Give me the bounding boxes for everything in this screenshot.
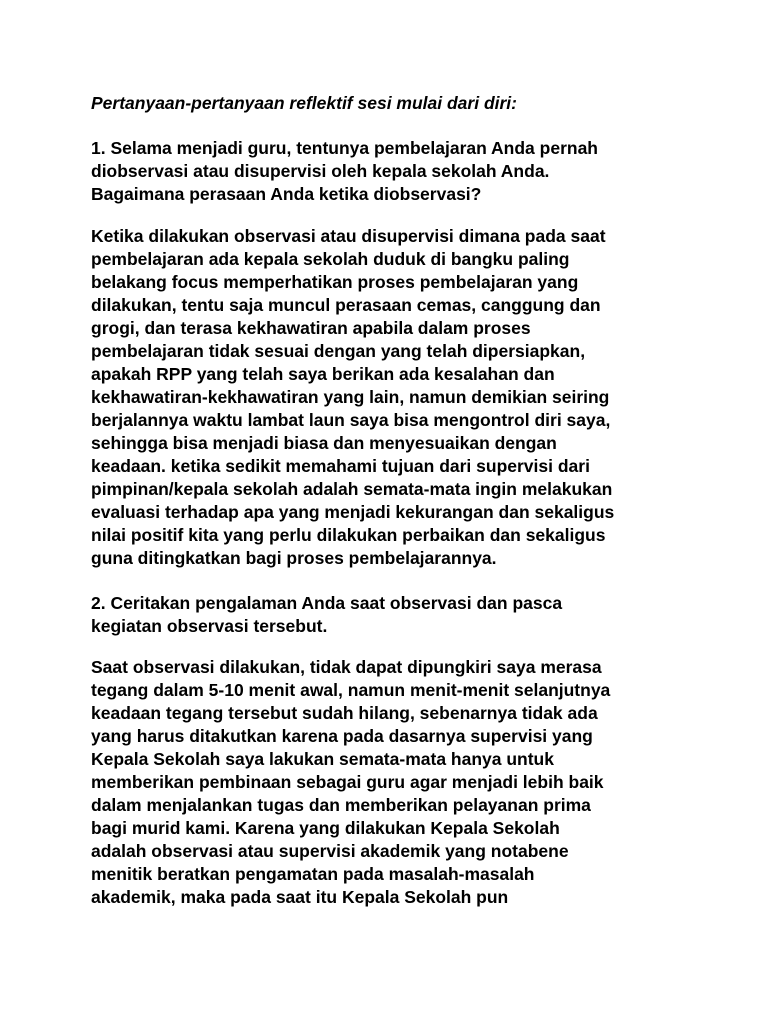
answer-2 — [91, 656, 691, 909]
answer-2-line: memberikan pembinaan sebagai guru agar menjadi lebih baik — [91, 772, 604, 792]
answer-2-line: dalam menjalankan tugas dan memberikan pelayanan prima — [91, 795, 591, 815]
answer-1-line: sehingga bisa menjadi biasa dan menyesuaikan dengan — [91, 433, 557, 453]
answer-2-line: yang harus ditakutkan karena pada dasarnya supervisi yang — [91, 726, 593, 746]
answer-2-line: Saat observasi dilakukan, tidak dapat dipungkiri saya merasa — [91, 657, 602, 677]
answer-1-line: berjalannya waktu lambat laun saya bisa mengontrol diri saya, — [91, 410, 611, 430]
answer-1-line: pembelajaran ada kepala sekolah duduk di bangku paling — [91, 249, 570, 269]
document-heading: Pertanyaan-pertanyaan reflektif sesi mulai dari diri: — [91, 93, 517, 113]
answer-2-line: akademik, maka pada saat itu Kepala Sekolah pun — [91, 887, 509, 907]
answer-1-line: pembelajaran tidak sesuai dengan yang telah dipersiapkan, — [91, 341, 586, 361]
question-1-line: Bagaimana perasaan Anda ketika diobservasi? — [91, 184, 482, 204]
answer-1 — [91, 225, 691, 570]
question-1-line: diobservasi atau disupervisi oleh kepala sekolah Anda. — [91, 161, 550, 181]
answer-1-line: guna ditingkatkan bagi proses pembelajarannya. — [91, 548, 497, 568]
answer-2-line: bagi murid kami. Karena yang dilakukan Kepala Sekolah — [91, 818, 560, 838]
heading-block — [91, 92, 691, 115]
question-2 — [91, 592, 691, 638]
question-2-line: 2. Ceritakan pengalaman Anda saat observasi dan pasca — [91, 593, 563, 613]
answer-2-line: Kepala Sekolah saya lakukan semata-mata hanya untuk — [91, 749, 554, 769]
question-2-line: kegiatan observasi tersebut. — [91, 616, 328, 636]
answer-2-line: keadaan tegang tersebut sudah hilang, sebenarnya tidak ada — [91, 703, 598, 723]
answer-1-line: keadaan. ketika sedikit memahami tujuan dari supervisi dari — [91, 456, 590, 476]
answer-1-line: pimpinan/kepala sekolah adalah semata-mata ingin melakukan — [91, 479, 613, 499]
answer-1-line: Ketika dilakukan observasi atau disupervisi dimana pada saat — [91, 226, 606, 246]
question-1-line: 1. Selama menjadi guru, tentunya pembelajaran Anda pernah — [91, 138, 598, 158]
answer-1-line: nilai positif kita yang perlu dilakukan perbaikan dan sekaligus — [91, 525, 606, 545]
answer-1-line: kekhawatiran-kekhawatiran yang lain, namun demikian seiring — [91, 387, 610, 407]
answer-1-line: grogi, dan terasa kekhawatiran apabila dalam proses — [91, 318, 531, 338]
answer-2-line: adalah observasi atau supervisi akademik yang notabene — [91, 841, 569, 861]
answer-2-line: menitik beratkan pengamatan pada masalah-masalah — [91, 864, 535, 884]
question-1 — [91, 137, 691, 206]
answer-1-line: dilakukan, tentu saja muncul perasaan cemas, canggung dan — [91, 295, 601, 315]
answer-1-line: belakang focus memperhatikan proses pembelajaran yang — [91, 272, 579, 292]
answer-1-line: evaluasi terhadap apa yang menjadi kekurangan dan sekaligus — [91, 502, 615, 522]
answer-2-line: tegang dalam 5-10 menit awal, namun menit-menit selanjutnya — [91, 680, 611, 700]
answer-1-line: apakah RPP yang telah saya berikan ada kesalahan dan — [91, 364, 555, 384]
